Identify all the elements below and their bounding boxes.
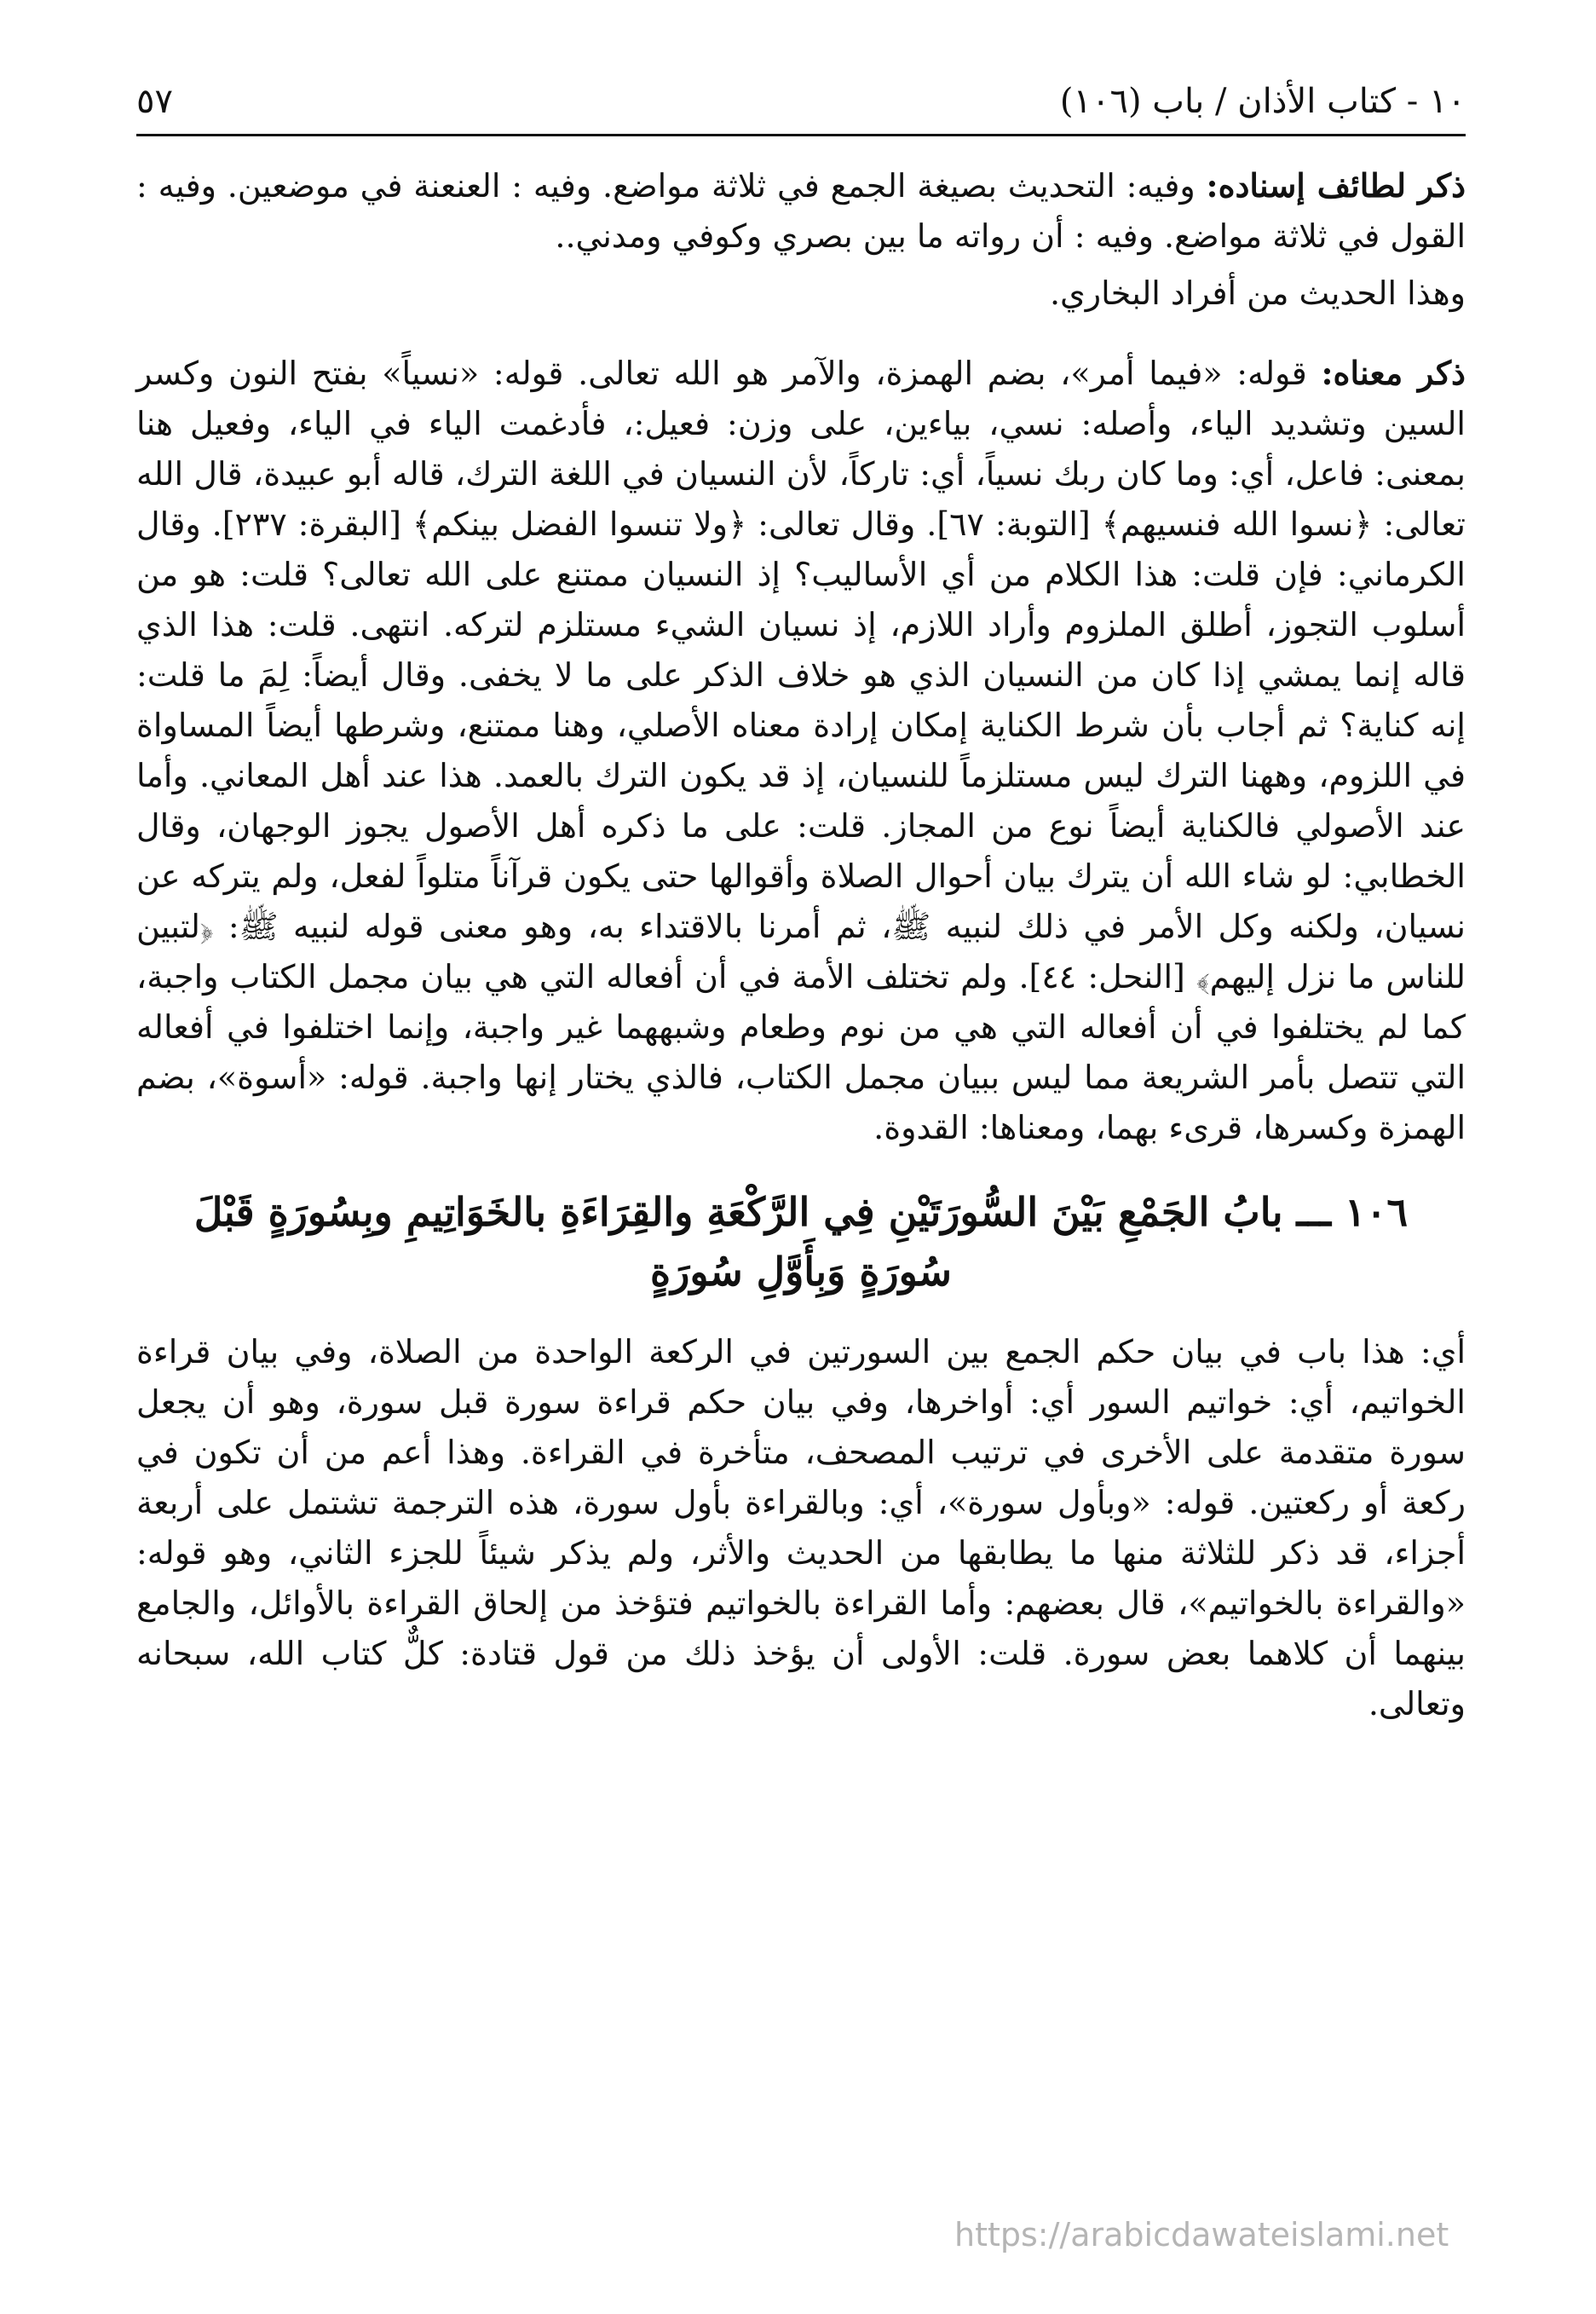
running-header: [136, 81, 1466, 134]
chapter-heading: ١٠٦ ـــ بابُ الجَمْعِ بَيْنَ السُّورَتَيْنِ فِي الرَّكْعَةِ والقِرَاءَةِ بالخَوَاتِيمِ وبِسُورَةٍ قَبْلَ سُورَةٍ وَبِأَوَّلِ سُورَةٍ: [193, 1189, 1409, 1295]
watermark-url: https://arabicdawateislami.net: [954, 2216, 1449, 2253]
afrad-text: وهذا الحديث من أفراد البخاري.: [1049, 274, 1466, 312]
isnad-heading: ذكر لطائف إسناده:: [1206, 166, 1466, 205]
running-title: ١٠ - كتاب الأذان / باب (١٠٦): [1059, 82, 1466, 121]
isnad-paragraph: [136, 160, 1466, 262]
spacer: [136, 326, 1466, 348]
page-number: ٥٧: [136, 82, 173, 121]
commentary-text: أي: هذا باب في بيان حكم الجمع بين السورتين في الركعة الواحدة من الصلاة، وفي بيان قراءة الخواتيم، أي: خواتيم السور أي: أواخرها، وفي بيان حكم قراءة سورة قبل سورة، وهو أن يجعل سورة متقدمة على الأخرى في ترتيب المصحف، متأخرة في القراءة. وهذا أعم من أن تكون في ركعة أو ركعتين. قوله: «وبأول سورة»، أي: وبالقراءة بأول سورة، هذه الترجمة تشتمل على أربعة أجزاء، قد ذكر للثلاثة منها ما يطابقها من الحديث والأثر، ولم يذكر شيئاً للجزء الثاني، وهو قوله: «والقراءة بالخواتيم»، قال بعضهم: وأما القراءة بالخواتيم فتؤخذ من إلحاق القراءة بالأوائل، والجامع بينهما أن كلاهما بعض سورة. قلت: الأولى أن يؤخذ ذلك من قول قتادة: كلٌّ كتاب الله، سبحانه وتعالى.: [136, 1333, 1466, 1723]
maana-paragraph: [136, 348, 1466, 1153]
header-divider: [136, 134, 1466, 136]
maana-heading: ذكر معناه:: [1321, 354, 1466, 392]
maana-text: قوله: «فيما أمر»، بضم الهمزة، والآمر هو الله تعالى. قوله: «نسياً» بفتح النون وكسر السين وتشديد الياء، وأصله: نسي، بياءين، على وزن: فعيل:، فأدغمت الياء في الياء، وفعيل هنا بمعنى: فاعل، أي: وما كان ربك نسياً، أي: تاركاً، لأن النسيان في اللغة الترك، قاله أبو عبيدة، قال الله تعالى: ﴿نسوا الله فنسيهم﴾ [التوبة: ٦٧]. وقال تعالى: ﴿ولا تنسوا الفضل بينكم﴾ [البقرة: ٢٣٧]. وقال الكرماني: فإن قلت: هذا الكلام من أي الأساليب؟ إذ النسيان ممتنع على الله تعالى؟ قلت: هو من أسلوب التجوز، أطلق الملزوم وأراد اللازم، إذ نسيان الشيء مستلزم لتركه. انتهى. قلت: هذا الذي قاله إنما يمشي إذا كان من النسيان الذي هو خلاف الذكر على ما لا يخفى. وقال أيضاً: لِمَ ما قلت: إنه كناية؟ ثم أجاب بأن شرط الكناية إمكان إرادة معناه الأصلي، وهنا ممتنع، وشرطها أيضاً المساواة في اللزوم، وههنا الترك ليس مستلزماً للنسيان، إذ قد يكون الترك بالعمد. هذا عند أهل المعاني. وأما عند الأصولي فالكناية أيضاً نوع من المجاز. قلت: على ما ذكره أهل الأصول يجوز الوجهان، وقال الخطابي: لو شاء الله أن يترك بيان أحوال الصلاة وأقوالها حتى يكون قرآناً متلواً لفعل، ولم يتركه عن نسيان، ولكنه وكل الأمر في ذلك لنبيه ﷺ، ثم أمرنا بالاقتداء به، وهو معنى قوله لنبيه ﷺ: ﴿لتبين للناس ما نزل إليهم﴾ [النحل: ٤٤]. ولم تختلف الأمة في أن أفعاله التي هي بيان مجمل الكتاب واجبة، كما لم يختلفوا في أن أفعاله التي هي من نوم وطعام وشبههما غير واجبة، وإنما اختلفوا في أفعاله التي تتصل بأمر الشريعة مما ليس ببيان مجمل الكتاب، فالذي يختار إنها واجبة. قوله: «أسوة»، بضم الهمزة وكسرها، قرىء بهما، ومعناها: القدوة.: [136, 355, 1466, 1146]
afrad-paragraph: [136, 268, 1466, 319]
chapter-commentary: [136, 1327, 1466, 1729]
isnad-text: وفيه: التحديث بصيغة الجمع في ثلاثة مواضع. وفيه : العنعنة في موضعين. وفيه : القول في ثلاثة مواضع. وفيه : أن رواته ما بين بصري وكوفي ومدني..: [136, 167, 1466, 255]
book-page: [136, 81, 1466, 1736]
